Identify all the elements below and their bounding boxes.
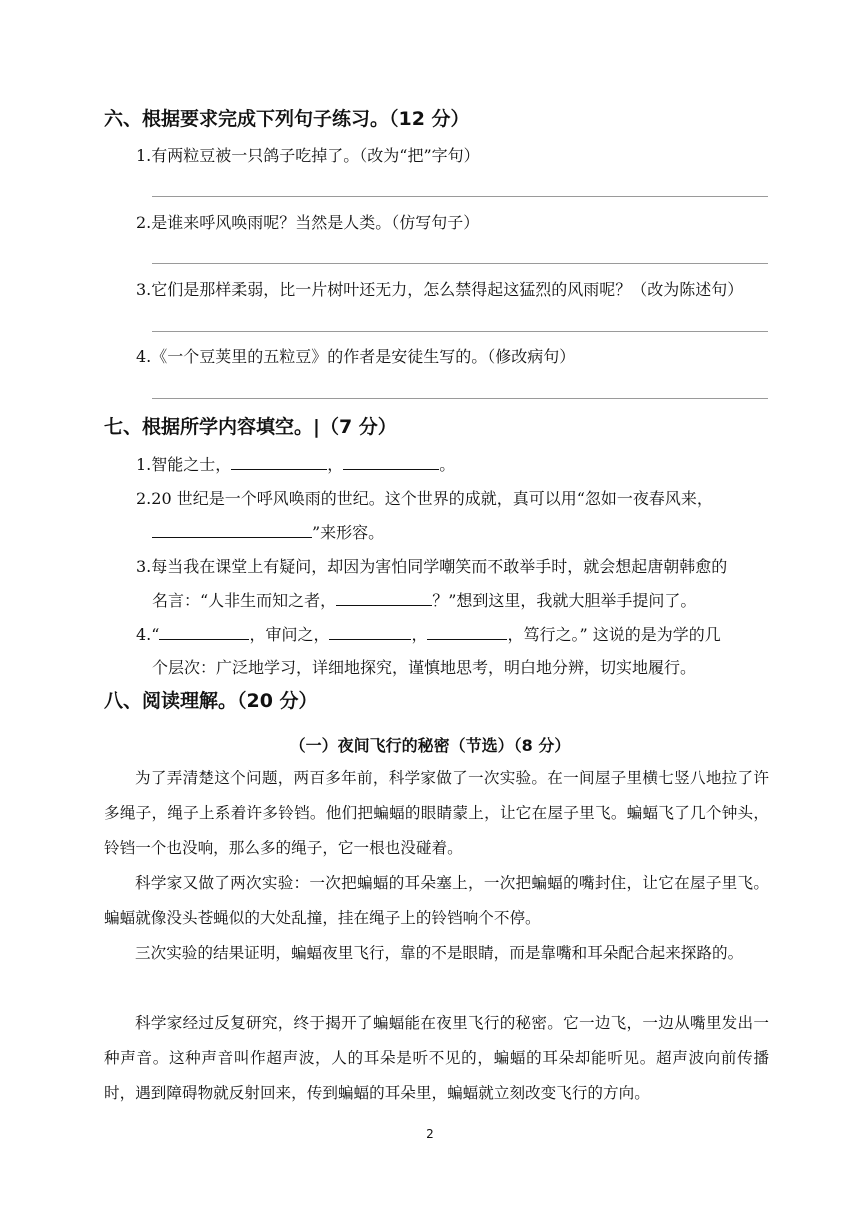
fill-blank[interactable]	[231, 454, 327, 470]
answer-line[interactable]	[152, 196, 768, 197]
question-7-3-line1: 3.每当我在课堂上有疑问，却因为害怕同学嘲笑而不敢举手时，就会想起唐朝韩愈的	[136, 557, 728, 576]
q7-4-a: ，审问之，	[249, 625, 330, 644]
section-6-heading: 六、根据要求完成下列句子练习。（12 分）	[104, 108, 470, 130]
passage-title: （一）夜间飞行的秘密（节选）（8 分）	[289, 736, 571, 755]
question-7-4-line1	[136, 623, 721, 647]
question-7-1	[136, 453, 455, 477]
q7-2-post: ”来形容。	[312, 523, 385, 542]
fill-blank[interactable]	[159, 624, 249, 640]
question-6-1: 1.有两粒豆被一只鸽子吃掉了。（改为“把”字句）	[136, 146, 480, 165]
fill-blank[interactable]	[152, 522, 312, 538]
answer-line[interactable]	[152, 263, 768, 264]
passage-paragraph: 科学家又做了两次实验：一次把蝙蝠的耳朵塞上，一次把蝙蝠的嘴封住，让它在屋子里飞。蝙蝠就像没头苍蝇似的大处乱撞，挂在绳子上的铃铛响个不停。	[104, 874, 769, 927]
passage-paragraph: 三次实验的结果证明，蝙蝠夜里飞行，靠的不是眼睛，而是靠嘴和耳朵配合起来探路的。	[135, 944, 744, 962]
answer-line[interactable]	[152, 398, 768, 399]
question-6-2: 2.是谁来呼风唤雨呢？当然是人类。（仿写句子）	[136, 213, 480, 232]
passage-paragraph: 为了弄清楚这个问题，两百多年前，科学家做了一次实验。在一间屋子里横七竖八地拉了许多绳子，绳子上系着许多铃铛。他们把蝙蝠的眼睛蒙上，让它在屋子里飞。蝙蝠飞了几个钟头，铃铛一个也没响，那么多的绳子，它一根也没碰着。	[104, 769, 769, 857]
question-7-2-line1: 2.20 世纪是一个呼风唤雨的世纪。这个世界的成就，真可以用“忽如一夜春风来，	[136, 489, 713, 508]
question-6-4: 4.《一个豆荚里的五粒豆》的作者是安徒生写的。（修改病句）	[136, 347, 576, 366]
q7-4-c: ，笃行之。” 这说的是为学的几	[507, 625, 721, 644]
q7-4-b: ，	[411, 625, 428, 644]
fill-blank[interactable]	[329, 624, 411, 640]
passage-paragraph: 科学家经过反复研究，终于揭开了蝙蝠能在夜里飞行的秘密。它一边飞，一边从嘴里发出一种声音。这种声音叫作超声波，人的耳朵是听不见的，蝙蝠的耳朵却能听见。超声波向前传播时，遇到障碍物就反射回来，传到蝙蝠的耳朵里，蝙蝠就立刻改变飞行的方向。	[104, 1014, 769, 1102]
question-6-3: 3.它们是那样柔弱，比一片树叶还无力，怎么禁得起这猛烈的风雨呢？（改为陈述句）	[136, 280, 744, 299]
fill-blank[interactable]	[336, 590, 432, 606]
question-7-4-line2: 个层次：广泛地学习，详细地探究，谨慎地思考，明白地分辨，切实地履行。	[152, 658, 697, 677]
q7-3-pre: 名言：“人非生而知之者，	[152, 591, 337, 610]
q7-3-post: ？”想到这里，我就大胆举手提问了。	[432, 591, 697, 610]
section-7-heading: 七、根据所学内容填空。|（7 分）	[104, 416, 397, 438]
fill-blank[interactable]	[427, 624, 507, 640]
fill-blank[interactable]	[343, 454, 439, 470]
q7-4-pre: 4.“	[136, 625, 160, 644]
answer-line[interactable]	[152, 331, 768, 332]
page-number: 2	[426, 1127, 434, 1141]
q7-1-pre: 1.智能之士，	[136, 455, 232, 474]
question-7-2-line2	[152, 521, 384, 545]
section-8-heading: 八、阅读理解。（20 分）	[104, 690, 318, 712]
question-7-3-line2	[152, 589, 696, 613]
q7-1-mid: ，	[327, 455, 344, 474]
q7-1-post: 。	[439, 455, 456, 474]
